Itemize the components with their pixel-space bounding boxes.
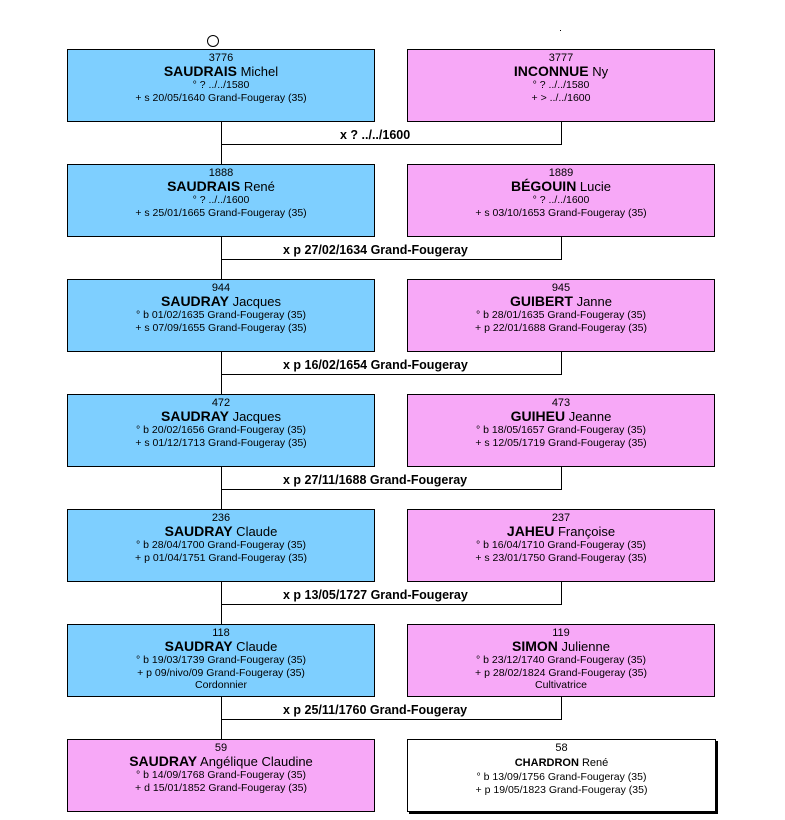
marriage-label: x p 13/05/1727 Grand-Fougeray <box>283 588 468 602</box>
person-given-name: Julienne <box>557 639 610 654</box>
connector-line <box>221 352 222 394</box>
person-event-line: ° b 13/09/1756 Grand-Fougeray (35) <box>476 771 647 783</box>
person-given-name: Angélique Claudine <box>197 754 313 769</box>
mother-box[interactable] <box>407 394 715 467</box>
person-event-line: + p 22/01/1688 Grand-Fougeray (35) <box>475 321 647 334</box>
person-given-name: René <box>240 179 275 194</box>
connector-line <box>221 467 222 509</box>
connector-line <box>221 374 562 375</box>
person-surname: SAUDRAIS <box>167 178 241 194</box>
person-surname: SIMON <box>512 638 558 654</box>
mother-box[interactable] <box>407 164 715 237</box>
person-given-name: Jeanne <box>565 409 612 424</box>
person-event-line: ° b 19/03/1739 Grand-Fougeray (35) <box>136 654 306 666</box>
connector-line <box>561 582 562 604</box>
connector-line <box>561 352 562 374</box>
sosa-number: 1888 <box>208 167 234 179</box>
person-surname: GUIHEU <box>510 408 566 424</box>
connector-line <box>221 237 222 279</box>
person-given-name: Jacques <box>228 409 281 424</box>
person-event-line: ° b 18/05/1657 Grand-Fougeray (35) <box>476 424 646 436</box>
person-name <box>408 639 714 654</box>
person-given-name: Janne <box>572 294 613 309</box>
person-event-line: + d 15/01/1852 Grand-Fougeray (35) <box>135 781 307 794</box>
person-name <box>68 754 374 769</box>
person-event-line: + s 20/05/1640 Grand-Fougeray (35) <box>135 91 307 104</box>
person-event-line: ° b 01/02/1635 Grand-Fougeray (35) <box>136 309 306 321</box>
connector-line <box>221 259 562 260</box>
person-name <box>68 639 374 654</box>
person-event-line: + s 07/09/1655 Grand-Fougeray (35) <box>135 321 307 334</box>
person-event-line: + p 19/05/1823 Grand-Fougeray (35) <box>475 783 648 796</box>
person-surname: INCONNUE <box>513 63 589 79</box>
person-given-name: Michel <box>236 64 279 79</box>
person-name <box>68 64 374 79</box>
person-name <box>408 754 715 771</box>
marriage-label: x p 27/11/1688 Grand-Fougeray <box>283 473 468 487</box>
connector-line <box>561 122 562 144</box>
person-given-name: Ny <box>588 64 609 79</box>
person-name <box>408 179 714 194</box>
person-name <box>408 409 714 424</box>
marriage-label: x p 16/02/1654 Grand-Fougeray <box>283 358 468 372</box>
person-event-line: ° b 20/02/1656 Grand-Fougeray (35) <box>136 424 306 436</box>
connector-line <box>221 719 562 720</box>
connector-line <box>221 489 562 490</box>
person-event-line: ° b 23/12/1740 Grand-Fougeray (35) <box>476 654 646 666</box>
father-box[interactable] <box>67 394 375 467</box>
sosa-number: 236 <box>211 512 231 524</box>
mother-box[interactable] <box>407 509 715 582</box>
person-event-line: + s 12/05/1719 Grand-Fougeray (35) <box>475 436 647 449</box>
person-surname: SAUDRAY <box>164 638 233 654</box>
person-event-line: + > ../../1600 <box>531 91 591 104</box>
father-box[interactable] <box>67 164 375 237</box>
person-event-line: + p 28/02/1824 Grand-Fougeray (35) <box>475 666 647 679</box>
mother-box[interactable] <box>407 624 715 697</box>
person-event-line: + s 25/01/1665 Grand-Fougeray (35) <box>135 206 307 219</box>
marriage-label: x p 25/11/1760 Grand-Fougeray <box>283 703 468 717</box>
person-given-name: Jacques <box>228 294 281 309</box>
person-event-line: + s 01/12/1713 Grand-Fougeray (35) <box>135 436 307 449</box>
father-box[interactable] <box>67 279 375 352</box>
mother-box[interactable] <box>407 279 715 352</box>
person-name <box>68 179 374 194</box>
person-surname: SAUDRAY <box>164 523 233 539</box>
person-given-name: Lucie <box>576 179 612 194</box>
person-surname: SAUDRAY <box>161 293 229 309</box>
father-box[interactable] <box>67 49 375 122</box>
sosa-number: 119 <box>552 627 570 639</box>
sosa-number: 945 <box>551 282 571 294</box>
sosa-number: 58 <box>555 742 568 754</box>
father-box[interactable] <box>67 509 375 582</box>
expand-ancestor-circle[interactable] <box>207 35 219 47</box>
person-event-line: ° b 28/04/1700 Grand-Fougeray (35) <box>136 539 306 551</box>
sosa-number: 472 <box>211 397 231 409</box>
sosa-number: 473 <box>551 397 571 409</box>
sosa-number: 118 <box>212 627 230 639</box>
mother-box[interactable] <box>407 49 715 122</box>
person-name <box>408 64 714 79</box>
root-person-box[interactable] <box>67 739 375 812</box>
person-surname: SAUDRAIS <box>163 63 237 79</box>
connector-line <box>221 604 562 605</box>
person-surname: GUIBERT <box>509 293 573 309</box>
connector-line <box>221 144 562 145</box>
sosa-number: 59 <box>214 742 228 754</box>
connector-line <box>221 122 222 164</box>
person-name <box>408 294 714 309</box>
sosa-number: 3776 <box>208 52 234 64</box>
connector-line <box>221 582 222 624</box>
person-given-name: René <box>578 757 609 769</box>
person-event-line: Cultivatrice <box>535 679 587 691</box>
person-event-line: ° b 16/04/1710 Grand-Fougeray (35) <box>476 539 646 551</box>
person-name <box>68 524 374 539</box>
person-given-name: Claude <box>232 524 278 539</box>
marker-dot <box>560 30 561 31</box>
person-event-line: ° ? ../../1580 <box>192 79 250 91</box>
person-event-line: ° ? ../../1580 <box>532 79 590 91</box>
person-surname: BÉGOUIN <box>510 178 577 194</box>
person-event-line: + s 23/01/1750 Grand-Fougeray (35) <box>475 551 647 564</box>
person-event-line: Cordonnier <box>195 679 247 691</box>
person-event-line: ° b 14/09/1768 Grand-Fougeray (35) <box>136 769 306 781</box>
person-name <box>68 409 374 424</box>
person-event-line: + s 03/10/1653 Grand-Fougeray (35) <box>475 206 647 219</box>
connector-line <box>221 697 222 739</box>
person-event-line: ° ? ../../1600 <box>532 194 590 206</box>
spouse-box[interactable] <box>407 739 716 812</box>
marriage-label: x ? ../../1600 <box>340 128 411 142</box>
sosa-number: 237 <box>551 512 571 524</box>
sosa-number: 3777 <box>548 52 574 64</box>
marriage-label: x p 27/02/1634 Grand-Fougeray <box>283 243 468 257</box>
sosa-number: 1889 <box>548 167 574 179</box>
connector-line <box>561 697 562 719</box>
person-given-name: Françoise <box>554 524 616 539</box>
person-event-line: ° b 28/01/1635 Grand-Fougeray (35) <box>476 309 646 321</box>
person-event-line: + p 01/04/1751 Grand-Fougeray (35) <box>135 551 307 564</box>
sosa-number: 944 <box>211 282 231 294</box>
person-surname: CHARDRON <box>514 757 579 769</box>
father-box[interactable] <box>67 624 375 697</box>
connector-line <box>561 467 562 489</box>
connector-line <box>561 237 562 259</box>
person-surname: SAUDRAY <box>129 753 198 769</box>
person-event-line: + p 09/nivo/09 Grand-Fougeray (35) <box>137 666 305 679</box>
person-name <box>408 524 714 539</box>
person-given-name: Claude <box>232 639 278 654</box>
person-surname: SAUDRAY <box>161 408 229 424</box>
person-name <box>68 294 374 309</box>
person-event-line: ° ? ../../1600 <box>192 194 250 206</box>
person-surname: JAHEU <box>506 523 555 539</box>
